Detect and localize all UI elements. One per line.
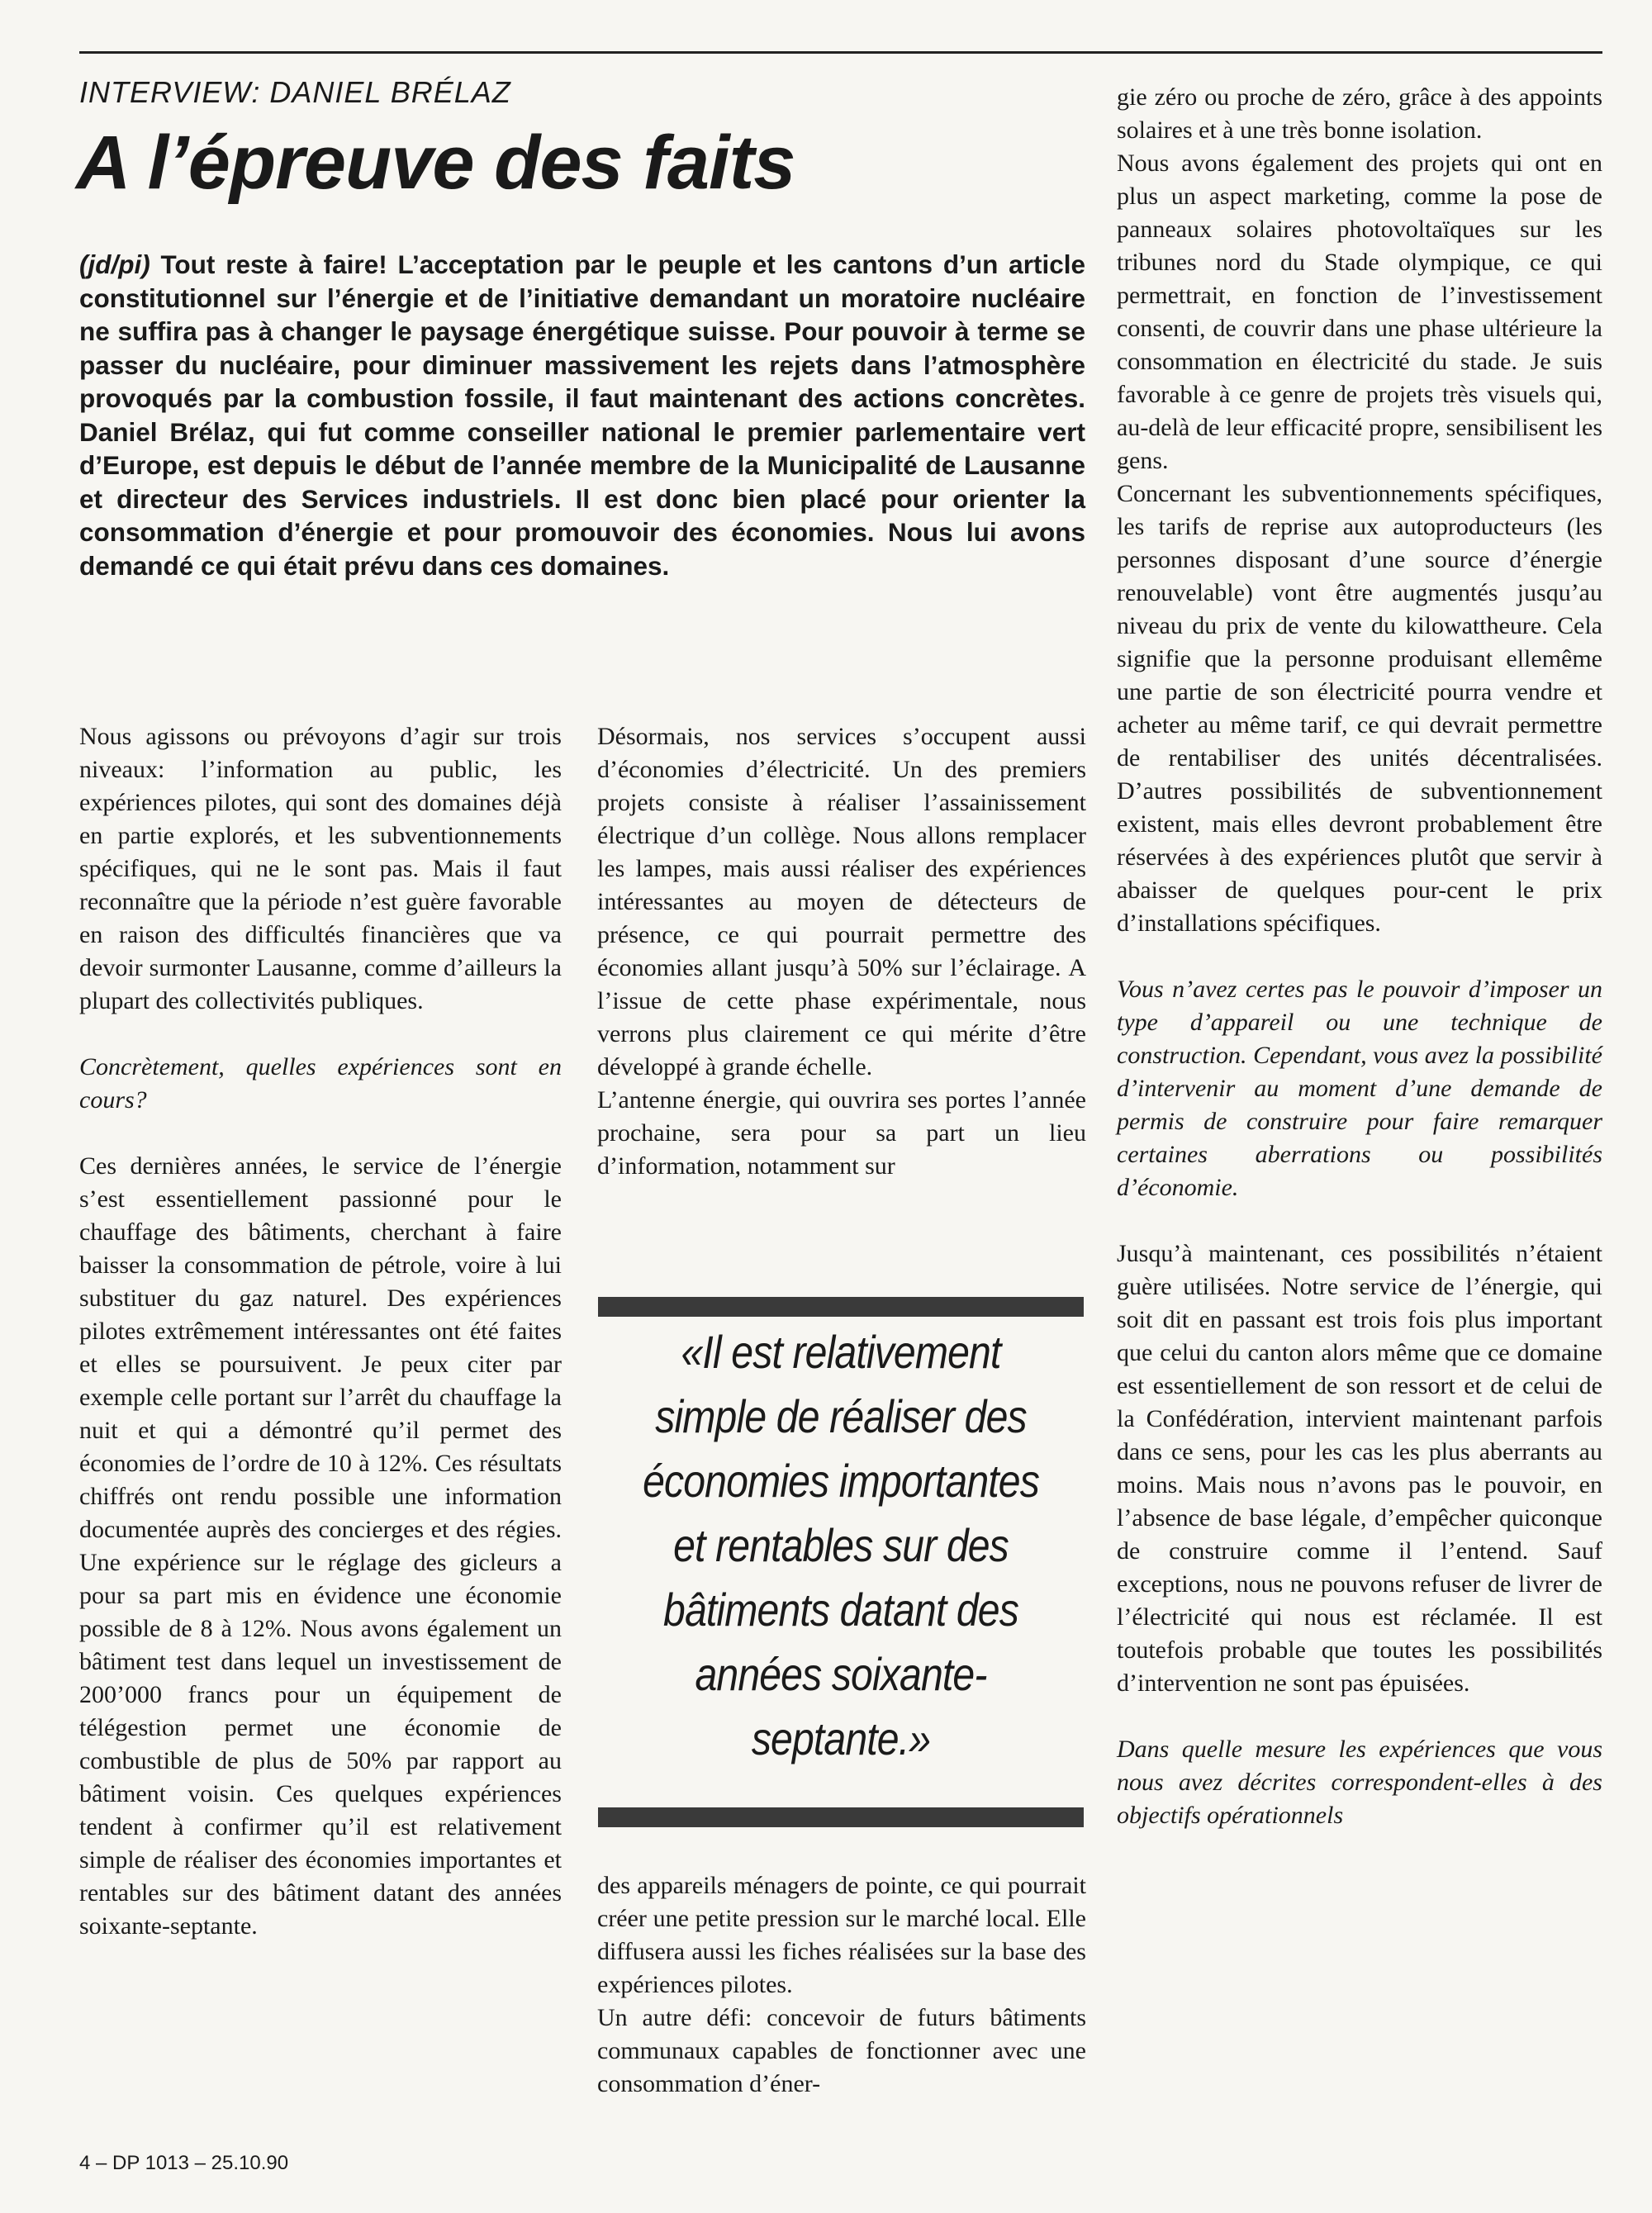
lead-byline: (jd/pi)	[79, 249, 150, 279]
body-paragraph: L’antenne énergie, qui ouvrira ses portes l’année prochaine, sera pour sa part un lieu d’information, notamment sur	[597, 1086, 1086, 1180]
body-paragraph: Ces dernières années, le service de l’énergie s’est essentiellement passionné pour le chauffage des bâtiments, cherchant à faire baisser la consommation de pétrole, voire à lui substituer du gaz naturel. Des expériences pilotes extrêmement intéressantes ont été faites et elles se poursuivent. Je peux citer par exemple celle portant sur l’arrêt du chauffage la nuit et qui a démontré qu’il permet des économies de l’ordre de 10 à 12%. Ces résultats chiffrés ont rendu possible une information documentée auprès des concierges et des régies. Une expérience sur le réglage des gicleurs a pour sa part mis en évidence une économie possible de 8 à 12%. Nous avons également un bâtiment test dans lequel un investissement de 200’000 francs pour un équipement de télégestion permet une économie de combustible de plus de 50% par rapport au bâtiment voisin. Ces quelques expériences tendent à confirmer qu’il est relativement simple de réaliser des économies importantes et rentables sur des bâtiment datant des années soixante-septante.	[79, 1152, 562, 1940]
body-column-2-top	[597, 720, 1086, 1183]
body-paragraph: Nous agissons ou prévoyons d’agir sur trois niveaux: l’information au public, les expériences pilotes, qui sont des domaines déjà en partie explorés, et les subventionnements spécifiques, qui ne le sont pas. Mais il faut reconnaître que la période n’est guère favorable en raison des difficultés financières que va devoir surmonter Lausanne, comme d’ailleurs la plupart des collectivités publiques.	[79, 723, 562, 1014]
body-column-2-bottom	[597, 1869, 1086, 2101]
body-paragraph: des appareils ménagers de pointe, ce qui pourrait créer une petite pression sur le marché local. Elle diffusera aussi les fiches réalisées sur la base des expériences pilotes.	[597, 1872, 1086, 1998]
interview-question: Dans quelle mesure les expériences que vous nous avez décrites correspondent-elles à des objectifs opérationnels	[1117, 1736, 1602, 1829]
body-column-3	[1117, 81, 1602, 1832]
page-folio: 4 – DP 1013 – 25.10.90	[79, 2152, 289, 2174]
body-paragraph: Nous avons également des projets qui ont en plus un aspect marketing, comme la pose de panneaux solaires photovoltaïques sur les tribunes nord du Stade olympique, ce qui permettrait, en fonction de l’investissement consenti, de couvrir dans une phase ultérieure la consommation en électricité du stade. Je suis favorable à ce genre de projets très visuels qui, au-delà de leur efficacité propre, sensibilisent les gens.	[1117, 150, 1602, 474]
interview-question: Vous n’avez certes pas le pouvoir d’imposer un type d’appareil ou une technique de construction. Cependant, vous avez la possibilité d’intervenir au moment d’une demande de permis de construire pour faire remarquer certaines aberrations ou possibilités d’économie.	[1117, 976, 1602, 1201]
interview-kicker: INTERVIEW: DANIEL BRÉLAZ	[79, 75, 511, 109]
body-paragraph: gie zéro ou proche de zéro, grâce à des appoints solaires et à une très bonne isolation.	[1117, 83, 1602, 144]
body-paragraph: Jusqu’à maintenant, ces possibilités n’étaient guère utilisées. Notre service de l’énergie, qui soit dit en passant est trois fois plus important que celui du canton alors même que ce domaine est essentiellement de son ressort et de celui de la Confédération, intervient maintenant parfois dans ce sens, pour les cas les plus aberrants au moins. Mais nous n’avons pas le pouvoir, en l’absence de base légale, d’empêcher quiconque de construire comme il l’entend. Sauf exceptions, nous ne pouvons refuser de livrer de l’électricité qui nous est réclamée. Il est toutefois probable que toutes les possibilités d’intervention ne sont pas épuisées.	[1117, 1240, 1602, 1697]
pullquote-bar-bottom	[598, 1807, 1084, 1827]
lead-paragraph	[79, 248, 1085, 582]
lead-text: Tout reste à faire! L’acceptation par le peuple et les cantons d’un article constitutionnel sur l’énergie et de l’initiative demandant un moratoire nucléaire ne suffira pas à changer le paysage énergétique suisse. Pour pouvoir à terme se passer du nucléaire, pour diminuer massivement les rejets dans l’atmosphère provoqués par la combustion fossile, il faut maintenant des actions concrètes. Daniel Brélaz, qui fut comme conseiller national le premier parlementaire vert d’Europe, est depuis le début de l’année membre de la Municipalité de Lausanne et directeur des Services industriels. Il est donc bien placé pour orienter la consommation d’énergie et pour promouvoir des économies. Nous lui avons demandé ce qui était prévu dans ces domaines.	[79, 249, 1085, 581]
pullquote: «Il est relativement simple de réaliser des économies importantes et rentables sur des bâtiments datant des années soixante-septante.»	[643, 1326, 1039, 1764]
body-paragraph: Désormais, nos services s’occupent aussi d’économies d’électricité. Un des premiers projets consiste à réaliser l’assainissement électrique d’un collège. Nous allons remplacer les lampes, mais aussi réaliser des expériences intéressantes au moyen de détecteurs de présence, ce qui pourrait permettre des économies allant jusqu’à 50% sur l’éclairage. A l’issue de cette phase expérimentale, nous verrons plus clairement ce qui mérite d’être développé à grande échelle.	[597, 723, 1086, 1080]
interview-question: Concrètement, quelles expériences sont en cours?	[79, 1053, 562, 1114]
body-column-1	[79, 720, 562, 1943]
body-paragraph: Concernant les subventionnements spécifiques, les tarifs de reprise aux autoproducteurs (les personnes disposant d’une source d’énergie renouvelable) vont être augmentés jusqu’au niveau du prix de vente du kilowattheure. Cela signifie que la personne produisant ellemême une partie de son électricité pourra vendre et acheter au même tarif, ce qui devrait permettre de rentabiliser des unités décentralisées. D’autres possibilités de subventionnement existent, mais elles devront probablement être réservées à des expériences plutôt que servir à abaisser de quelques pour-cent le prix d’installations spécifiques.	[1117, 480, 1602, 937]
article-headline: A l’épreuve des faits	[76, 121, 795, 205]
pullquote-bar-top	[598, 1297, 1084, 1317]
body-paragraph: Un autre défi: concevoir de futurs bâtiments communaux capables de fonctionner avec une consommation d’éner-	[597, 2004, 1086, 2097]
top-rule	[79, 51, 1602, 54]
